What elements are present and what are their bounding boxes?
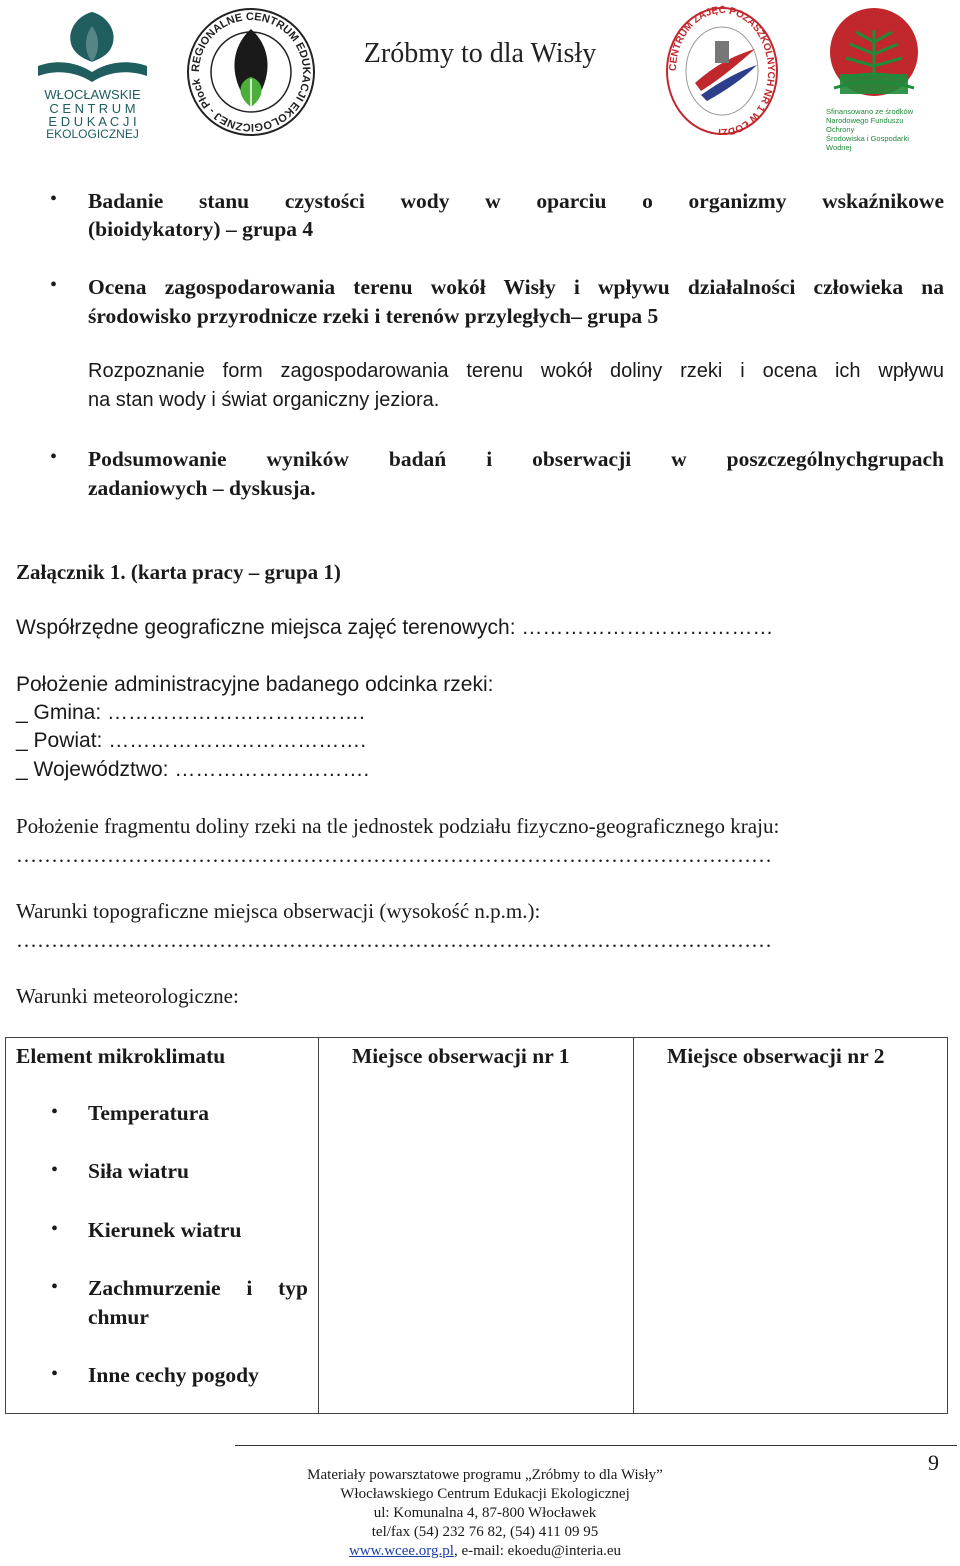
group5-description: Rozpoznanie form zagospodarowania terenu wokół doliny rzeki i ocena ich wpływu [88,360,944,382]
logo4-line3: Środowiska i Gospodarki Wodnej [826,134,909,152]
table-row-clouds-cont: chmur [88,1305,149,1329]
fragment-dots: ……………………………………………………………………………………………… [16,843,772,867]
topo-label: Warunki topograficzne miejsca obserwacji (wysokość n.p.m.): [16,899,541,923]
bullet [50,446,62,469]
meteo-label: Warunki meteorologiczne: [16,984,239,1008]
list-item-summary-cont: zadaniowych – dyskusja. [88,476,316,500]
coords-field: Współrzędne geograficzne miejsca zajęć terenowych: ……………………………… [16,616,774,639]
page-number: 9 [928,1450,939,1475]
bullet [51,1159,58,1182]
list-item-group4: Badanie stanu czystości wody w oparciu o organizmy wskaźnikowe [88,189,944,213]
czp-lodz-logo [665,5,780,135]
logo2-ring-text: REGIONALNE CENTRUM EDUKACJI EKOLOGICZNEJ - Płock [189,10,313,134]
footer [235,1466,735,1561]
table-row-temperature: Temperatura [88,1101,210,1125]
wojewodztwo-field: _ Województwo: ………………………. [16,758,370,781]
table-row-clouds: Zachmurzenie i typ [88,1276,308,1300]
bullet [51,1276,58,1299]
footer-email: , e-mail: ekoedu@interia.eu [453,1543,622,1559]
annex-title: Załącznik 1. (karta pracy – grupa 1) [16,560,341,584]
footer-rule [235,1445,957,1446]
table-row-other: Inne cechy pogody [88,1363,259,1387]
logo1-line3: E D U K A C J I [48,114,137,129]
table-row-wind-force: Siła wiatru [88,1159,189,1183]
logo4-line1: Sfinansowano ze środków [826,107,914,116]
fragment-label: Położenie fragmentu doliny rzeki na tle jednostek podziału fizyczno-geograficznego kraju: [16,814,780,838]
bullet [50,274,62,297]
footer-line1: Materiały powarsztatowe programu „Zróbmy to dla Wisły” [307,1467,663,1483]
admin-label: Położenie administracyjne badanego odcinka rzeki: [16,673,494,696]
group5-description-cont: na stan wody i świat organiczny jeziora. [88,389,440,411]
bullet [50,188,62,211]
powiat-field: _ Powiat: ………………………………. [16,729,367,752]
rcee-plock-logo [183,7,319,137]
list-item-group5-cont: środowisko przyrodnicze rzeki i terenów przyległych– grupa 5 [88,304,659,328]
gmina-field: _ Gmina: ………………………………. [16,701,365,724]
book-tree-icon [30,6,155,86]
bullet [51,1101,58,1124]
list-item-group5: Ocena zagospodarowania terenu wokół Wisły i wpływu działalności człowieka na [88,275,944,299]
page-header-title: Zróbmy to dla Wisły [363,38,597,69]
table-header-site2: Miejsce obserwacji nr 2 [667,1044,885,1068]
nfosigw-logo [826,6,926,152]
table-divider [318,1038,319,1413]
table-row-wind-direction: Kierunek wiatru [88,1218,242,1242]
logo1-line4: EKOLOGICZNEJ [46,127,139,141]
footer-line3: ul: Komunalna 4, 87-800 Włocławek [373,1505,597,1521]
logo3-ring-text: CENTRUM ZAJĘĆ POZASZKOLNYCH NR 1 W ŁODZI [667,5,777,135]
topo-dots: ……………………………………………………………………………………………… [16,928,772,952]
table-divider [633,1038,634,1413]
list-item-group4-cont: (bioidykatory) – grupa 4 [88,217,314,241]
wcee-logo [30,6,155,141]
logo1-line1: WŁOCŁAWSKIE [44,87,141,102]
footer-line4: tel/fax (54) 232 76 82, (54) 411 09 95 [371,1524,599,1540]
bullet [51,1363,58,1386]
footer-line2: Włocławskiego Centrum Edukacji Ekologicznej [340,1486,630,1502]
microclimate-table [5,1037,948,1414]
footer-line5 [235,1542,735,1561]
list-item-summary: Podsumowanie wyników badań i obserwacji w poszczególnychgrupach [88,447,944,471]
website-link[interactable]: www.wcee.org.pl [348,1543,454,1559]
table-header-element: Element mikroklimatu [16,1044,226,1068]
logo1-line2: C E N T R U M [49,101,136,116]
table-header-site1: Miejsce obserwacji nr 1 [352,1044,570,1068]
bullet [51,1218,58,1241]
logo4-line2: Narodowego Funduszu Ochrony [826,116,904,134]
